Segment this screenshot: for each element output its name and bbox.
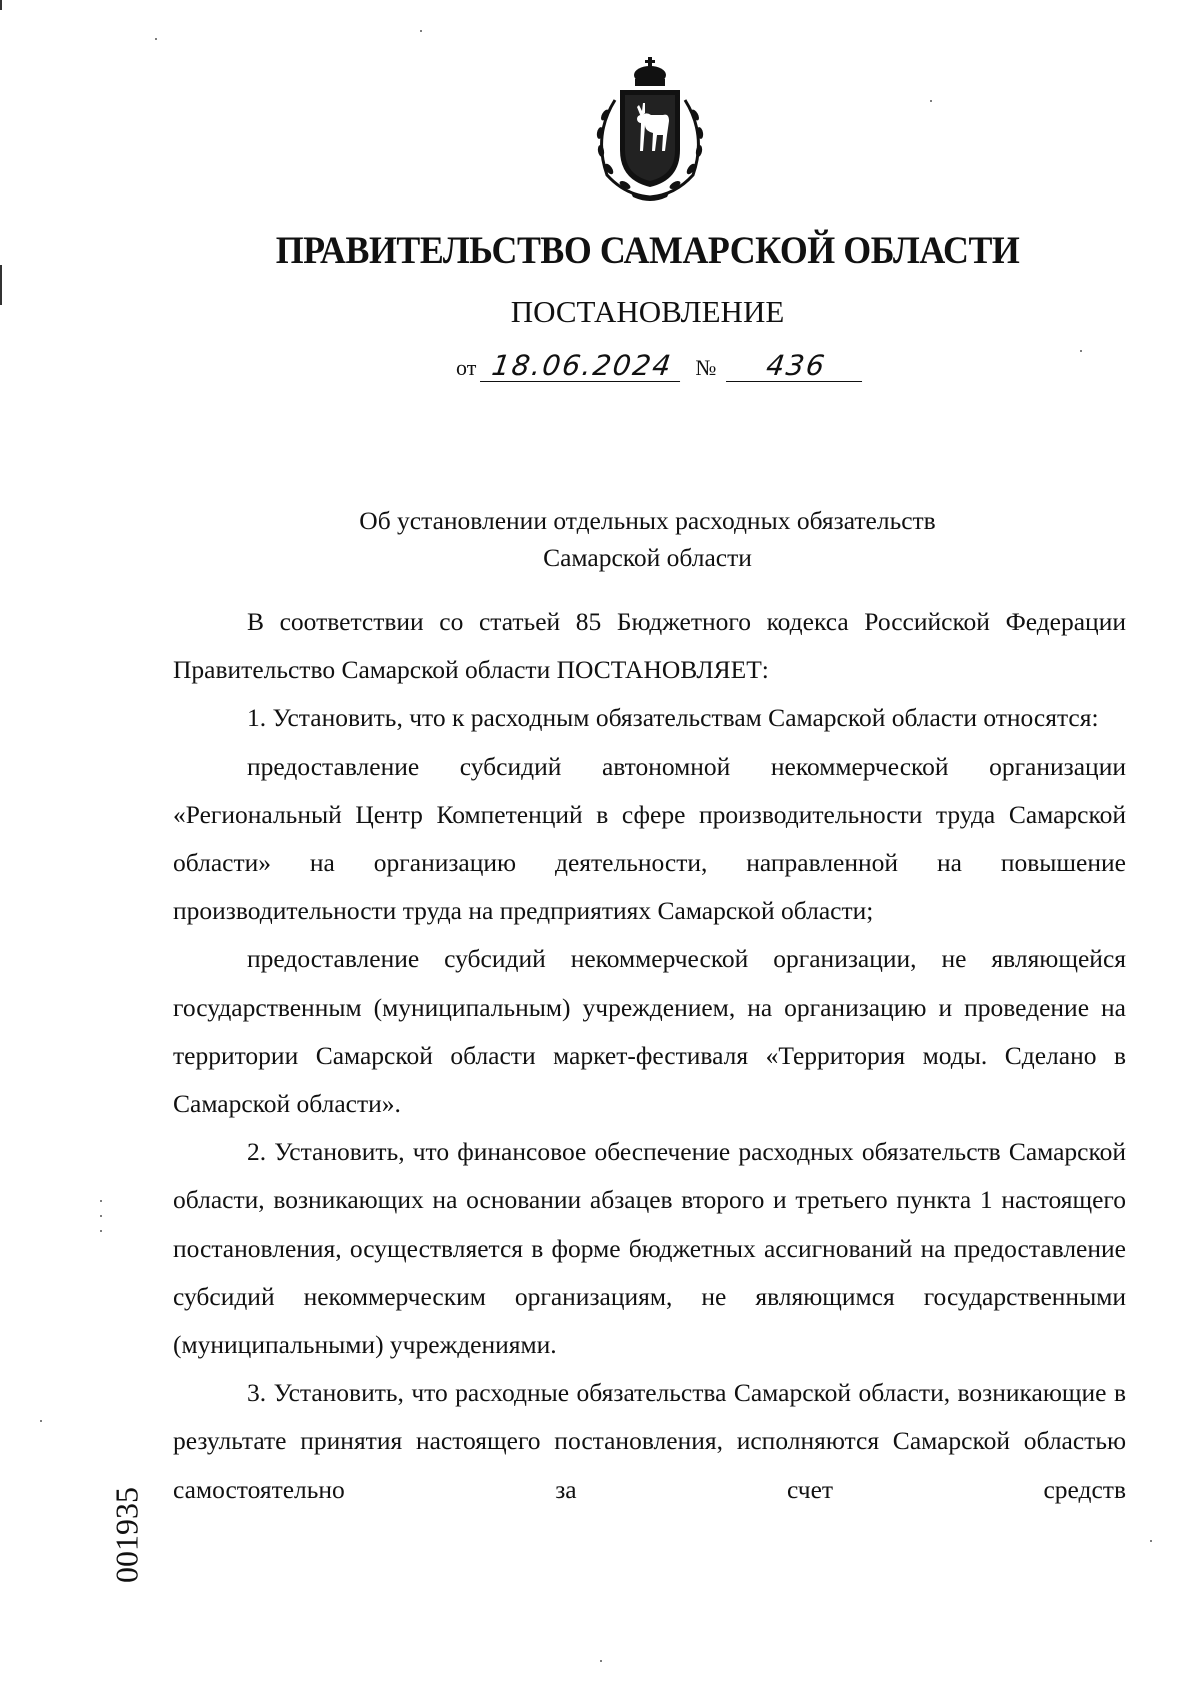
paragraph-item-1-subsidy-b: предоставление субсидий некоммерческой организации, не являющейся государственным (муниципальным) учреждением, на организацию и проведение на территории Самарской области маркет-фестиваля «Территория моды. Сделано в Самарской области». (173, 944, 1126, 1119)
scan-speck (100, 1215, 102, 1217)
government-title (52, 228, 1156, 273)
date-prefix: от (456, 355, 477, 380)
scan-speck (100, 1200, 102, 1202)
paragraph-preamble: В соответствии со статьей 85 Бюджетного кодекса Российской Федерации Правительство Самарской области ПОСТАНОВЛЯЕТ: (173, 607, 1126, 685)
side-registration-number (97, 1460, 157, 1610)
subject-line-1: Об установлении отдельных расходных обязательств (359, 506, 936, 535)
date-number-line (456, 349, 864, 382)
scan-speck (1080, 350, 1082, 352)
paragraph-item-1: 1. Установить, что к расходным обязательствам Самарской области относятся: (247, 703, 1099, 733)
document-type (0, 294, 1200, 330)
paragraph-item-1-subsidy-a: предоставление субсидий автономной некоммерческой организации «Региональный Центр Компетенций в сфере производительности труда Самарской области» на организацию деятельности, направленной на повышение производительности труда на предприятиях Самарской области; (173, 751, 1126, 926)
scan-speck (600, 1660, 602, 1662)
scan-speck (40, 1420, 42, 1422)
scan-speck (155, 38, 157, 40)
subject-line-2: Самарской области (543, 543, 752, 572)
document-subject (0, 502, 1200, 576)
government-title-text: ПРАВИТЕЛЬСТВО САМАРСКОЙ ОБЛАСТИ (275, 229, 1020, 272)
coat-of-arms-icon (585, 55, 715, 205)
document-type-text: ПОСТАНОВЛЕНИЕ (510, 294, 785, 329)
paragraph-item-3: 3. Установить, что расходные обязательства Самарской области, возникающие в результате принятия настоящего постановления, исполняются Самарской областью самостоятельно за счет средств (173, 1378, 1126, 1504)
side-registration-number-text: 001935 (108, 1487, 145, 1583)
scan-speck (1150, 1540, 1152, 1542)
document-number: 436 (726, 353, 866, 382)
document-date: 18.06.2024 (480, 353, 684, 382)
paragraph-item-2: 2. Установить, что финансовое обеспечение расходных обязательств Самарской области, возникающих на основании абзацев второго и третьего пункта 1 настоящего постановления, осуществляется в форме бюджетных ассигнований на предоставление субсидий некоммерческим организациям, не являющимся государственными (муниципальными) учреждениями. (173, 1137, 1126, 1360)
scan-speck (100, 1230, 102, 1232)
scan-edge-mark (0, 0, 2, 10)
scan-speck (420, 30, 422, 32)
document-body (173, 598, 1126, 1514)
scan-speck (930, 100, 932, 102)
number-label: № (695, 355, 717, 380)
